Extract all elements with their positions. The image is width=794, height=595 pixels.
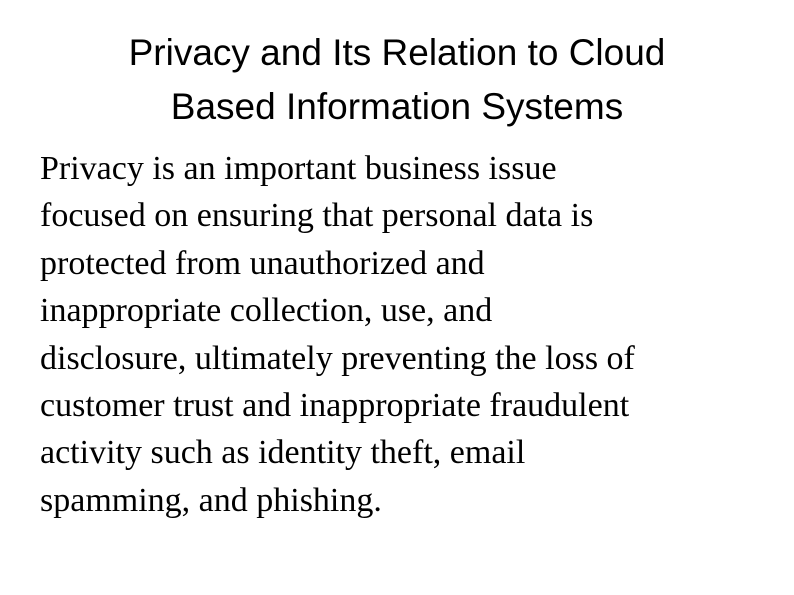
body-line: protected from unauthorized and [40,244,485,282]
body-line: activity such as identity theft, email [40,434,526,472]
slide-title [0,26,794,134]
body-line: disclosure, ultimately preventing the loss of [40,339,635,377]
body-line: Privacy is an important business issue [40,150,557,187]
body-line: customer trust and inappropriate fraudulent [40,387,630,425]
slide-body-paragraph [40,145,780,524]
body-line: spamming, and phishing. [40,481,382,519]
body-line: focused on ensuring that personal data is [40,197,594,235]
slide-title-line: Based Information Systems [170,86,624,127]
body-line: inappropriate collection, use, and [40,292,493,330]
slide-title-line: Privacy and Its Relation to Cloud [128,32,666,73]
